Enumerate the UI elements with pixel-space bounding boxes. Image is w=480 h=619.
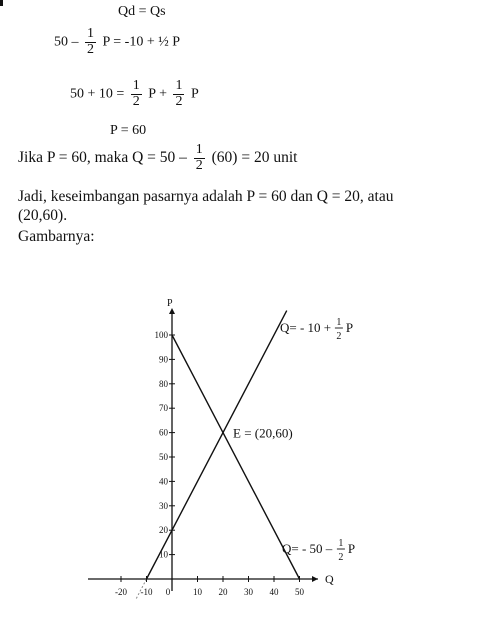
x-tick-label: 40 bbox=[269, 587, 279, 597]
supply-label-den: 2 bbox=[336, 331, 342, 342]
y-tick-label: 90 bbox=[159, 354, 168, 365]
equilibrium-label: E = (20,60) bbox=[233, 425, 293, 441]
demand-label-prefix: Q= - 50 – bbox=[282, 541, 333, 556]
y-tick-label: 40 bbox=[159, 476, 168, 487]
eq2-frac-den: 2 bbox=[87, 41, 94, 57]
eq2-left: 50 – bbox=[54, 34, 79, 50]
line1-frac-num: 1 bbox=[195, 142, 203, 157]
eq3-frac2-num: 1 bbox=[175, 78, 183, 93]
demand-label-den: 2 bbox=[338, 552, 344, 563]
x-tick-label: -20 bbox=[115, 587, 127, 597]
conclusion-line-2: (20,60). bbox=[18, 207, 68, 224]
equation-price-result: P = 60 bbox=[110, 123, 147, 138]
eq2-right: P = -10 + ½ P bbox=[102, 34, 181, 50]
eq3-frac2-den: 2 bbox=[175, 93, 183, 109]
y-tick-label: 50 bbox=[159, 452, 168, 462]
eq3-mid: P + bbox=[148, 86, 167, 102]
supply-label-suffix: P bbox=[345, 320, 354, 335]
figure-intro: Gambarnya: bbox=[18, 228, 95, 245]
line1-left: Jika P = 60, maka Q = 50 – bbox=[18, 148, 187, 166]
y-tick-label: 30 bbox=[159, 500, 168, 511]
y-axis-label: P bbox=[167, 298, 173, 309]
equation-qd-qs: Qd = Qs bbox=[118, 4, 166, 19]
eq2-frac-num: 1 bbox=[87, 26, 94, 41]
x-axis-label: Q bbox=[325, 572, 334, 586]
x-tick-label: 20 bbox=[218, 587, 228, 597]
y-tick-label: 80 bbox=[159, 378, 168, 389]
eq3-frac1-num: 1 bbox=[132, 78, 140, 93]
y-tick-label: 60 bbox=[159, 427, 168, 438]
conclusion-line-1: Jadi, keseimbangan pasarnya adalah P = 60 dan Q = 20, atau bbox=[18, 188, 394, 205]
supply-label bbox=[280, 317, 353, 342]
y-tick-label: 10 bbox=[159, 549, 168, 560]
line1-right: (60) = 20 unit bbox=[211, 148, 298, 166]
x-tick-label: 30 bbox=[244, 587, 253, 597]
demand-line bbox=[172, 335, 300, 579]
eq3-right: P bbox=[190, 86, 199, 102]
demand-label bbox=[282, 538, 355, 563]
eq3-left: 50 + 10 = bbox=[70, 86, 125, 102]
supply-label-prefix: Q= - 10 + bbox=[280, 320, 332, 335]
y-tick-label: 20 bbox=[159, 525, 168, 536]
x-axis-arrow bbox=[312, 576, 318, 582]
y-tick-label: 70 bbox=[159, 403, 168, 414]
x-tick-label: 0 bbox=[165, 587, 171, 597]
demand-label-suffix: P bbox=[347, 541, 356, 556]
x-tick-label: -10 bbox=[140, 587, 153, 597]
supply-line bbox=[147, 311, 287, 579]
supply-label-num: 1 bbox=[336, 317, 342, 328]
eq3-frac1-den: 2 bbox=[132, 93, 140, 109]
line1-frac-den: 2 bbox=[195, 157, 203, 173]
x-tick-label: 50 bbox=[295, 587, 304, 597]
x-tick-label: 10 bbox=[193, 587, 202, 597]
y-tick-label: 100 bbox=[154, 330, 168, 340]
demand-label-num: 1 bbox=[338, 538, 344, 549]
